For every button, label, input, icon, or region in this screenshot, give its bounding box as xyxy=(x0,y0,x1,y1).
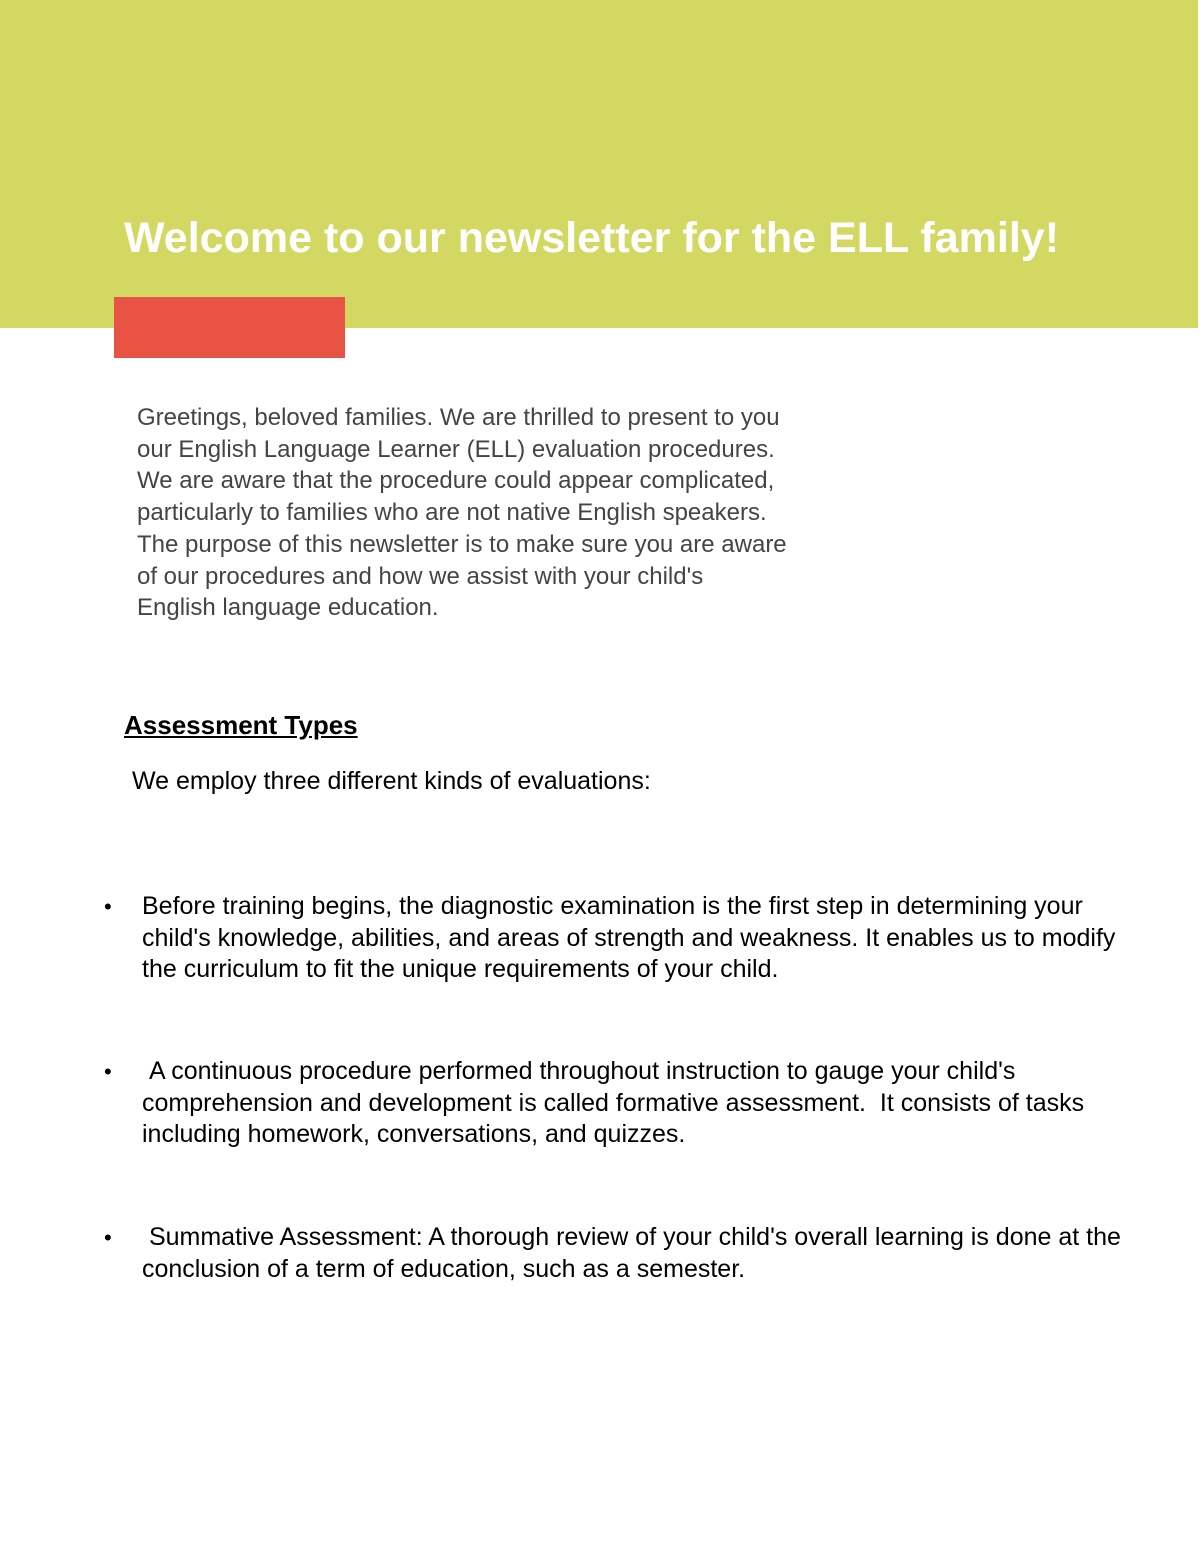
newsletter-title: Welcome to our newsletter for the ELL family! xyxy=(124,214,1060,262)
bullet-icon: • xyxy=(104,1059,112,1084)
intro-paragraph: Greetings, beloved families. We are thrilled to present to you our English Language Learner (ELL) evaluation procedures. We are aware that the procedure could appear complicated, particularly to families who are not native English speakers. The purpose of this newsletter is to make sure you are aware of our procedures and how we assist with your child's English language education. xyxy=(137,404,787,622)
assessment-lead-text: We employ three different kinds of evaluations: xyxy=(132,767,651,795)
list-item-text: A continuous procedure performed throughout instruction to gauge your child's comprehension and development is called formative assessment. It consists of tasks including homework, conversations, and quizzes. xyxy=(142,1057,1092,1149)
bullet-icon: • xyxy=(104,894,112,919)
header-band xyxy=(0,0,1198,328)
section-heading-assessment-types: Assessment Types xyxy=(124,710,358,740)
bullet-icon: • xyxy=(104,1225,112,1250)
accent-block xyxy=(114,297,345,358)
list-item-text: Before training begins, the diagnostic examination is the first step in determining your child's knowledge, abilities, and areas of strength and weakness. It enables us to modify the curriculum to fit the unique requirements of your child. xyxy=(142,892,1116,984)
list-item-text: Summative Assessment: A thorough review of your child's overall learning is done at the conclusion of a term of education, such as a semester. xyxy=(142,1223,1128,1283)
